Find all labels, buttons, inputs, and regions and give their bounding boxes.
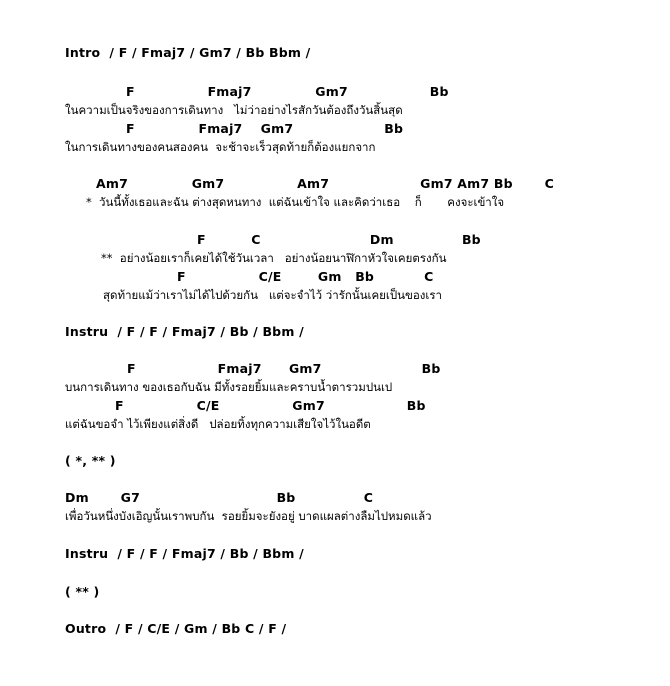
verse2-lyric-1: บนการเดินทาง ของเธอกับฉัน มีทั้งรอยยิ้มและคราบน้ำตารวมปนเป [65,380,393,394]
chorus1-chords: Am7 Gm7 Am7 Gm7 Am7 Bb C [96,176,554,191]
chorus2-chords-2: F C/E Gm Bb C [177,269,434,284]
instru-line-1: Instru / F / F / Fmaj7 / Bb / Bbm / [65,324,304,339]
outro-line: Outro / F / C/E / Gm / Bb C / F / [65,621,287,636]
verse1-chords-2: F Fmaj7 Gm7 Bb [126,121,404,136]
verse1-lyric-2: ในการเดินทางของคนสองคน จะช้าจะเร็วสุดท้ายก็ต้องแยกจาก [65,140,376,154]
chorus2-chords-1: F C Dm Bb [197,232,481,247]
verse2-lyric-2: แต่ฉันขอจำ ไว้เพียงแต่สิ่งดี ปล่อยทิ้งทุกความเสียใจไว้ในอดีต [65,417,371,431]
instru-line-2: Instru / F / F / Fmaj7 / Bb / Bbm / [65,546,304,561]
intro-line: Intro / F / Fmaj7 / Gm7 / Bb Bbm / [65,45,311,60]
bridge-chords: Dm G7 Bb C [65,490,374,505]
repeat-marker: ( ** ) [65,584,100,599]
repeat-chorus-marker: ( *, ** ) [65,453,116,468]
verse2-chords-2: F C/E Gm7 Bb [115,398,426,413]
verse1-lyric-1: ในความเป็นจริงของการเดินทาง ไม่ว่าอย่างไรสักวันต้องถึงวันสิ้นสุด [65,103,403,117]
chorus2-lyric-1: ** อย่างน้อยเราก็เคยได้ใช้วันเวลา อย่างน้อยนาฬิกาหัวใจเคยตรงกัน [101,251,447,265]
verse1-chords-1: F Fmaj7 Gm7 Bb [126,84,449,99]
verse2-chords-1: F Fmaj7 Gm7 Bb [127,361,441,376]
chorus1-lyric: * วันนี้ทั้งเธอและฉัน ต่างสุดหนทาง แต่ฉันเข้าใจ และคิดว่าเธอ ก็ คงจะเข้าใจ [86,195,505,209]
chorus2-lyric-2: สุดท้ายแม้ว่าเราไม่ได้ไปด้วยกัน แต่จะจำไว้ ว่ารักนั้นเคยเป็นของเรา [103,288,442,302]
bridge-lyric: เพื่อวันหนึ่งบังเอิญนั้นเราพบกัน รอยยิ้มจะยังอยู่ บาดแผลต่างลืมไปหมดแล้ว [65,509,432,523]
